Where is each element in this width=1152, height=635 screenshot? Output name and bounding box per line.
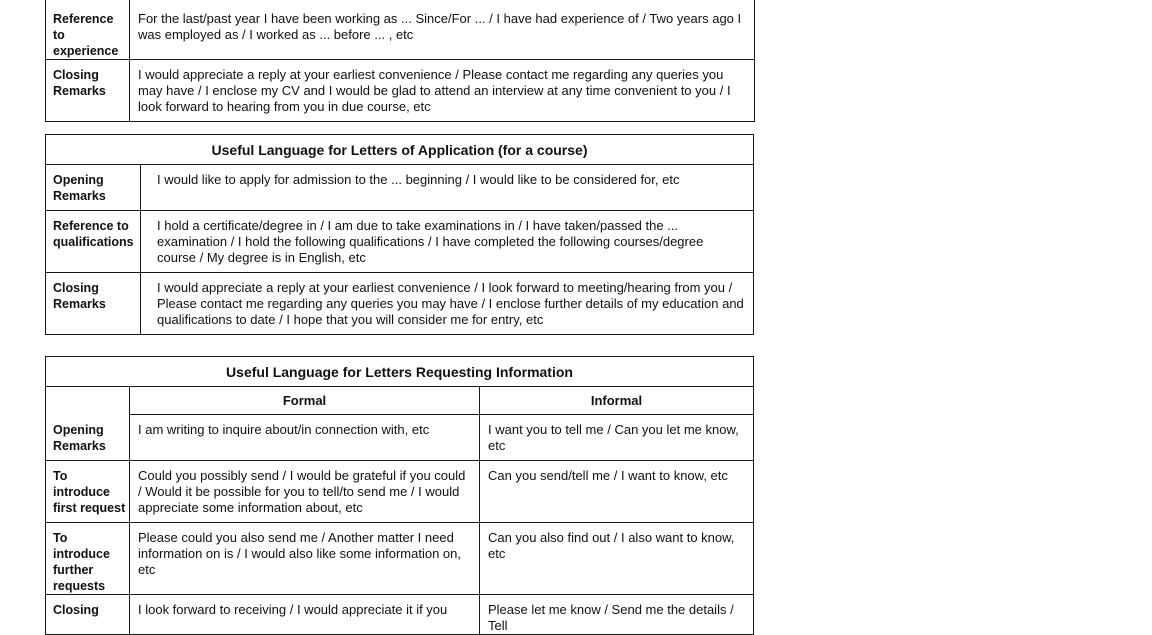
row-label: Closing Remarks — [46, 60, 130, 122]
row-formal: I look forward to receiving / I would appreciate it if you — [130, 595, 480, 635]
table-row — [46, 523, 754, 595]
table-row — [46, 595, 754, 635]
row-text: I would appreciate a reply at your earliest convenience / Please contact me regarding any queries you may have / I enclose my CV and I would be glad to attend an interview at any time convenient to you / I look forward to hearing from you in due course, etc — [130, 60, 755, 122]
row-label: Closing Remarks — [46, 273, 141, 335]
table-title: Useful Language for Letters of Application (for a course) — [46, 135, 754, 165]
table-row — [46, 165, 754, 211]
row-text: I hold a certificate/degree in / I am due to take examinations in / I have taken/passed the ... examination / I hold the following qualifications / I have completed the following courses/degree course / My degree is in English, etc — [141, 211, 754, 273]
table-row — [46, 60, 755, 122]
header-empty-cell — [46, 387, 130, 415]
table-header-row — [46, 387, 754, 415]
row-label: Reference to qualifications — [46, 211, 141, 273]
row-label: Closing — [46, 595, 130, 635]
row-text: I would appreciate a reply at your earliest convenience / I look forward to meeting/hearing from you / Please contact me regarding any queries you may have / I enclose further details of my education and qualifications to date / I hope that you will consider me for entry, etc — [141, 273, 754, 335]
table-title-row — [46, 357, 754, 387]
table-title: Useful Language for Letters Requesting Information — [46, 357, 754, 387]
column-header-informal: Informal — [480, 387, 754, 415]
row-informal: Can you also find out / I also want to know, etc — [480, 523, 754, 595]
row-label: To introduce first request — [46, 461, 130, 523]
table-row — [46, 273, 754, 335]
requesting-information-table — [45, 356, 754, 635]
row-informal: I want you to tell me / Can you let me know, etc — [480, 415, 754, 461]
row-text: For the last/past year I have been working as ... Since/For ... / I have had experience of / Two years ago I was employed as / I worked as ... before ... , etc — [130, 0, 755, 60]
row-text: I would like to apply for admission to the ... beginning / I would like to be considered for, etc — [141, 165, 754, 211]
row-formal: Could you possibly send / I would be grateful if you could / Would it be possible for you to tell/to send me / I would appreciate some information about, etc — [130, 461, 480, 523]
experience-table — [45, 0, 755, 122]
application-course-table — [45, 134, 754, 335]
row-label: Reference to experience — [46, 0, 130, 60]
table-row — [46, 211, 754, 273]
table-title-row — [46, 135, 754, 165]
table-row — [46, 0, 755, 60]
table-row — [46, 415, 754, 461]
row-label: Opening Remarks — [46, 165, 141, 211]
row-label: Opening Remarks — [46, 415, 130, 461]
row-informal: Please let me know / Send me the details / Tell — [480, 595, 754, 635]
row-label: To introduce further requests — [46, 523, 130, 595]
row-formal: Please could you also send me / Another matter I need information on is / I would also like some information on, etc — [130, 523, 480, 595]
table-row — [46, 461, 754, 523]
column-header-formal: Formal — [130, 387, 480, 415]
row-informal: Can you send/tell me / I want to know, etc — [480, 461, 754, 523]
row-formal: I am writing to inquire about/in connection with, etc — [130, 415, 480, 461]
